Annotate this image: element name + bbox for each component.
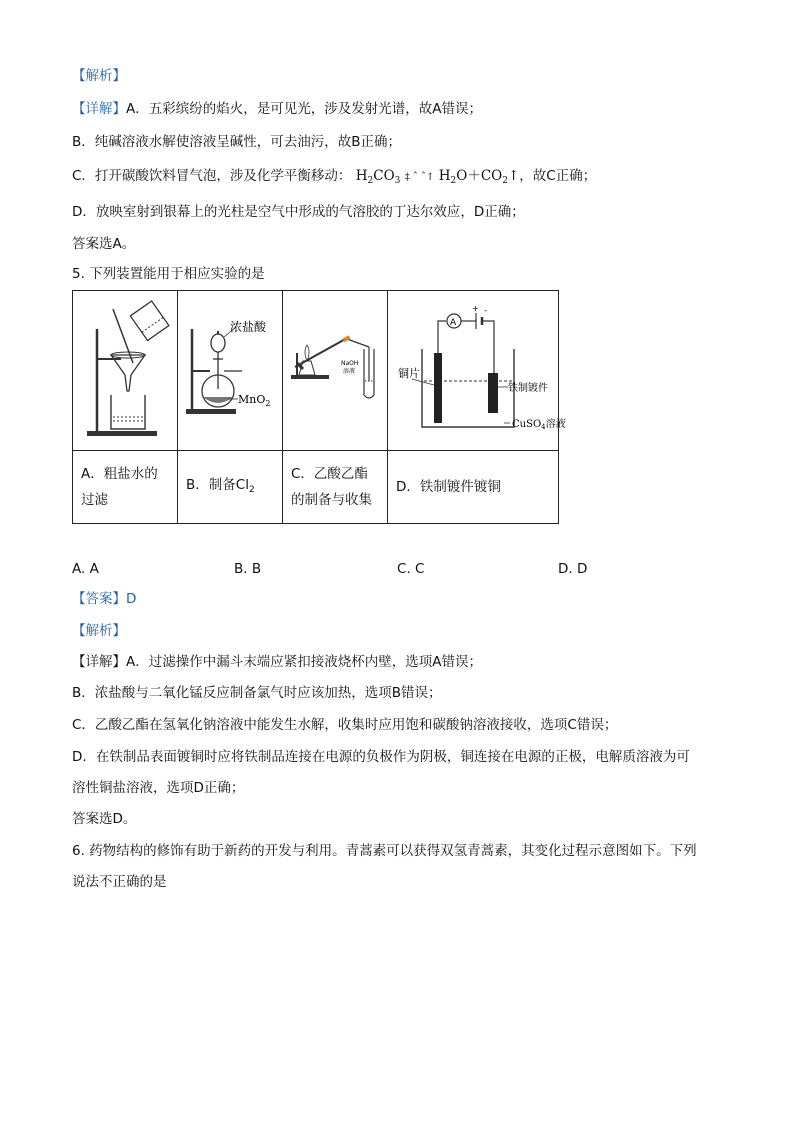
- q5-analysis-label: 【解析】: [72, 623, 126, 639]
- q4-detail-c-post: ，故C正确；: [519, 168, 597, 184]
- figure-b-chlorine: [178, 291, 283, 451]
- q4-detail-b: B．纯碱溶液水解使溶液呈碱性，可去油污，故B正确；: [72, 134, 402, 150]
- q4-equation: $H_2CO_3$ ‡ ˆ ˆ↑ $H_2O+CO_2↑$: [355, 168, 520, 186]
- q5-answer-label: 【答案】D: [72, 591, 137, 607]
- figure-d-plating: [388, 291, 566, 451]
- q5-answer: 答案选D。: [72, 811, 137, 827]
- svg-text:-: -: [484, 306, 487, 315]
- q5-stem: 5. 下列装置能用于相应实验的是: [72, 266, 265, 282]
- figure-c-ester: [283, 291, 388, 451]
- q4-detail-a-text: A．五彩缤纷的焰火，是可见光，涉及发射光谱，故A错误；: [126, 101, 482, 117]
- q5-detail-d1: D．在铁制品表面镀铜时应将铁制品连接在电源的负极作为阴极，铜连接在电源的正极，电解质溶液为可: [72, 749, 690, 765]
- label-mno2: MnO$_2$: [238, 393, 271, 408]
- ammeter-icon: A: [450, 318, 457, 328]
- caption-d: D．铁制镀件镀铜: [388, 451, 559, 524]
- q4-analysis-label: 【解析】: [72, 68, 126, 84]
- option-b: B. B: [234, 561, 262, 577]
- label-naoh-solution: 溶液: [343, 368, 356, 375]
- q4-detail-label: 【详解】: [72, 101, 126, 117]
- label-hcl: 浓盐酸: [230, 320, 267, 334]
- figure-a-filtration: [73, 291, 178, 451]
- label-copper: 铜片: [398, 367, 420, 380]
- option-a: A. A: [72, 561, 99, 577]
- q4-answer: 答案选A。: [72, 236, 136, 252]
- option-d: D. D: [558, 561, 588, 577]
- q4-detail-c: [72, 167, 596, 190]
- apparatus-table: [72, 290, 566, 524]
- q6-stem-line1: 6. 药物结构的修饰有助于新药的开发与利用。青蒿素可以获得双氢青蒿素，其变化过程示意图如下。下列: [72, 843, 697, 859]
- caption-c: C．乙酸乙酯 的制备与收集: [283, 451, 388, 524]
- q5-detail-a: 【详解】A．过滤操作中漏斗末端应紧扣接液烧杯内壁，选项A错误；: [72, 654, 482, 670]
- svg-text:+: +: [472, 304, 479, 313]
- q6-stem-line2: 说法不正确的是: [72, 874, 167, 890]
- label-naoh: NaOH: [341, 360, 359, 367]
- q4-detail-c-pre: C．打开碳酸饮料冒气泡，涉及化学平衡移动：: [72, 168, 352, 184]
- caption-b: B．制备$Cl_2$: [178, 451, 283, 524]
- q4-detail-d: D．放映室射到银幕上的光柱是空气中形成的气溶胶的丁达尔效应，D正确；: [72, 204, 525, 220]
- q5-detail-b: B．浓盐酸与二氧化锰反应制备氯气时应该加热，选项B错误；: [72, 685, 442, 701]
- q4-detail-a: [72, 100, 482, 118]
- q5-detail-c: C．乙酸乙酯在氢氧化钠溶液中能发生水解，收集时应用饱和碳酸钠溶液接收，选项C错误；: [72, 717, 618, 733]
- q5-detail-d2: 溶性铜盐溶液，选项D正确；: [72, 780, 245, 796]
- option-c: C. C: [397, 561, 425, 577]
- label-cuso4: CuSO$_4$溶液: [512, 419, 566, 431]
- caption-a: A．粗盐水的 过滤: [73, 451, 178, 524]
- label-iron-part: 铁制镀件: [508, 383, 548, 394]
